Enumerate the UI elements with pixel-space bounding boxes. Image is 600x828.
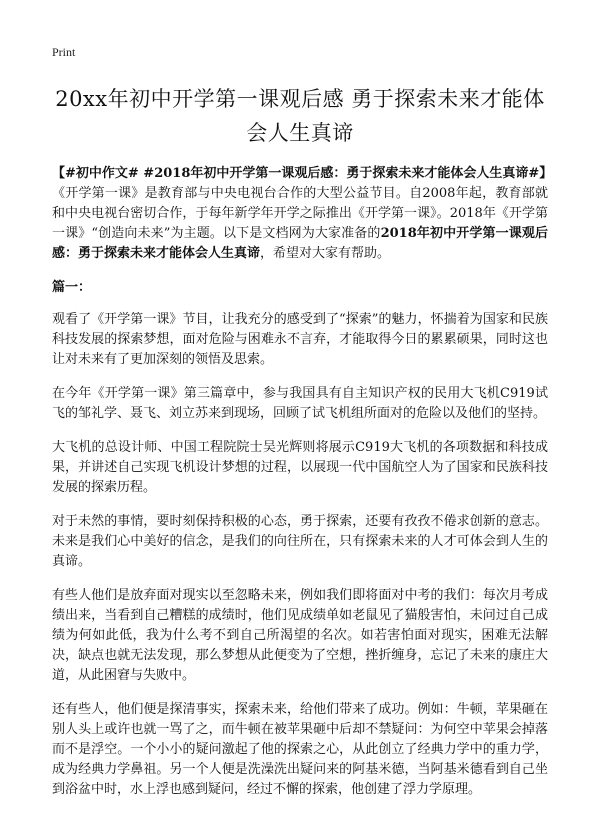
body-paragraph: 大飞机的总设计师、中国工程院院士吴光辉则将展示C919大飞机的各项数据和科技成果，并讲述自己实现飞机设计梦想的过程，以展现一代中国航空人为了国家和民族科技发展的探索历程。 — [52, 440, 548, 495]
page-title: 20xx年初中开学第一课观后感 勇于探索未来才能体会人生真谛 — [55, 87, 545, 145]
intro-text-2: ，希望对大家有帮助。 — [260, 246, 391, 261]
intro-text-1: 《开学第一课》是教育部与中央电视台合作的大型公益节目。自2008年起，教育部就和中央电视台密切合作，于每年新学年开学之际推出《开学第一课》。2018年《开学第一课》“创造向未来”为主题。以下是文档网为大家准备的 — [52, 186, 548, 241]
intro-bold-prefix: 【#初中作文# #2018年初中开学第一课观后感：勇于探索未来才能体会人生真谛#】 — [52, 166, 553, 181]
body-paragraph: 有些人他们是放弃面对现实以至忽略未来，例如我们即将面对中考的我们：每次月考成绩出来，当看到自己糟糕的成绩时，他们见成绩单如老鼠见了猫般害怕，未问过自己成绩为何如此低，我为什么考不到自己所渴望的名次。如若害怕面对现实，困难无法解决，缺点也就无法发现，那么梦想从此便变为了空想，挫折缠身，忘记了未来的康庄大道，从此困窘与失败中。 — [52, 588, 548, 683]
body-paragraph: 还有些人，他们便是探清事实，探索未来，给他们带来了成功。例如：牛顿，苹果砸在别人头上或许也就一骂了之，而牛顿在被苹果砸中后却不禁疑问：为何空中苹果会掉落而不是浮空。一个小小的疑问激起了他的探索之心，从此创立了经典力学中的重力学，成为经典力学鼻祖。另一个人便是洗澡洗出疑问来的阿基米德，当阿基米德看到自己坐到浴盆中时，水上浮也感到疑问，经过不懈的探索，他创建了浮力学原理。 — [52, 702, 548, 797]
print-label: Print — [52, 45, 76, 59]
intro-paragraph — [52, 164, 553, 264]
intro-bold-mid: 2018年初中开学第一课观后感：勇于探索未来才能体会人生真谛 — [52, 226, 548, 261]
body-paragraph: 对于未然的事情，要时刻保持积极的心态，勇于探索，还要有孜孜不倦求创新的意志。未来是我们心中美好的信念，是我们的向往所在，只有探索未来的人才可体会到人生的真谛。 — [52, 514, 548, 569]
body-paragraph: 观看了《开学第一课》节目，让我充分的感受到了“探索”的魅力，怀揣着为国家和民族科技发展的探索梦想，面对危险与困难永不言弃，才能取得今日的累累硕果，同时这也让对未来有了更加深刻的领悟及思索。 — [52, 312, 548, 367]
section-heading: 篇一： — [52, 280, 92, 295]
body-paragraph: 在今年《开学第一课》第三篇章中，参与我国具有自主知识产权的民用大飞机C919试飞的邹礼学、聂飞、刘立苏来到现场，回顾了试飞机组所面对的危险以及他们的坚持。 — [52, 386, 548, 421]
